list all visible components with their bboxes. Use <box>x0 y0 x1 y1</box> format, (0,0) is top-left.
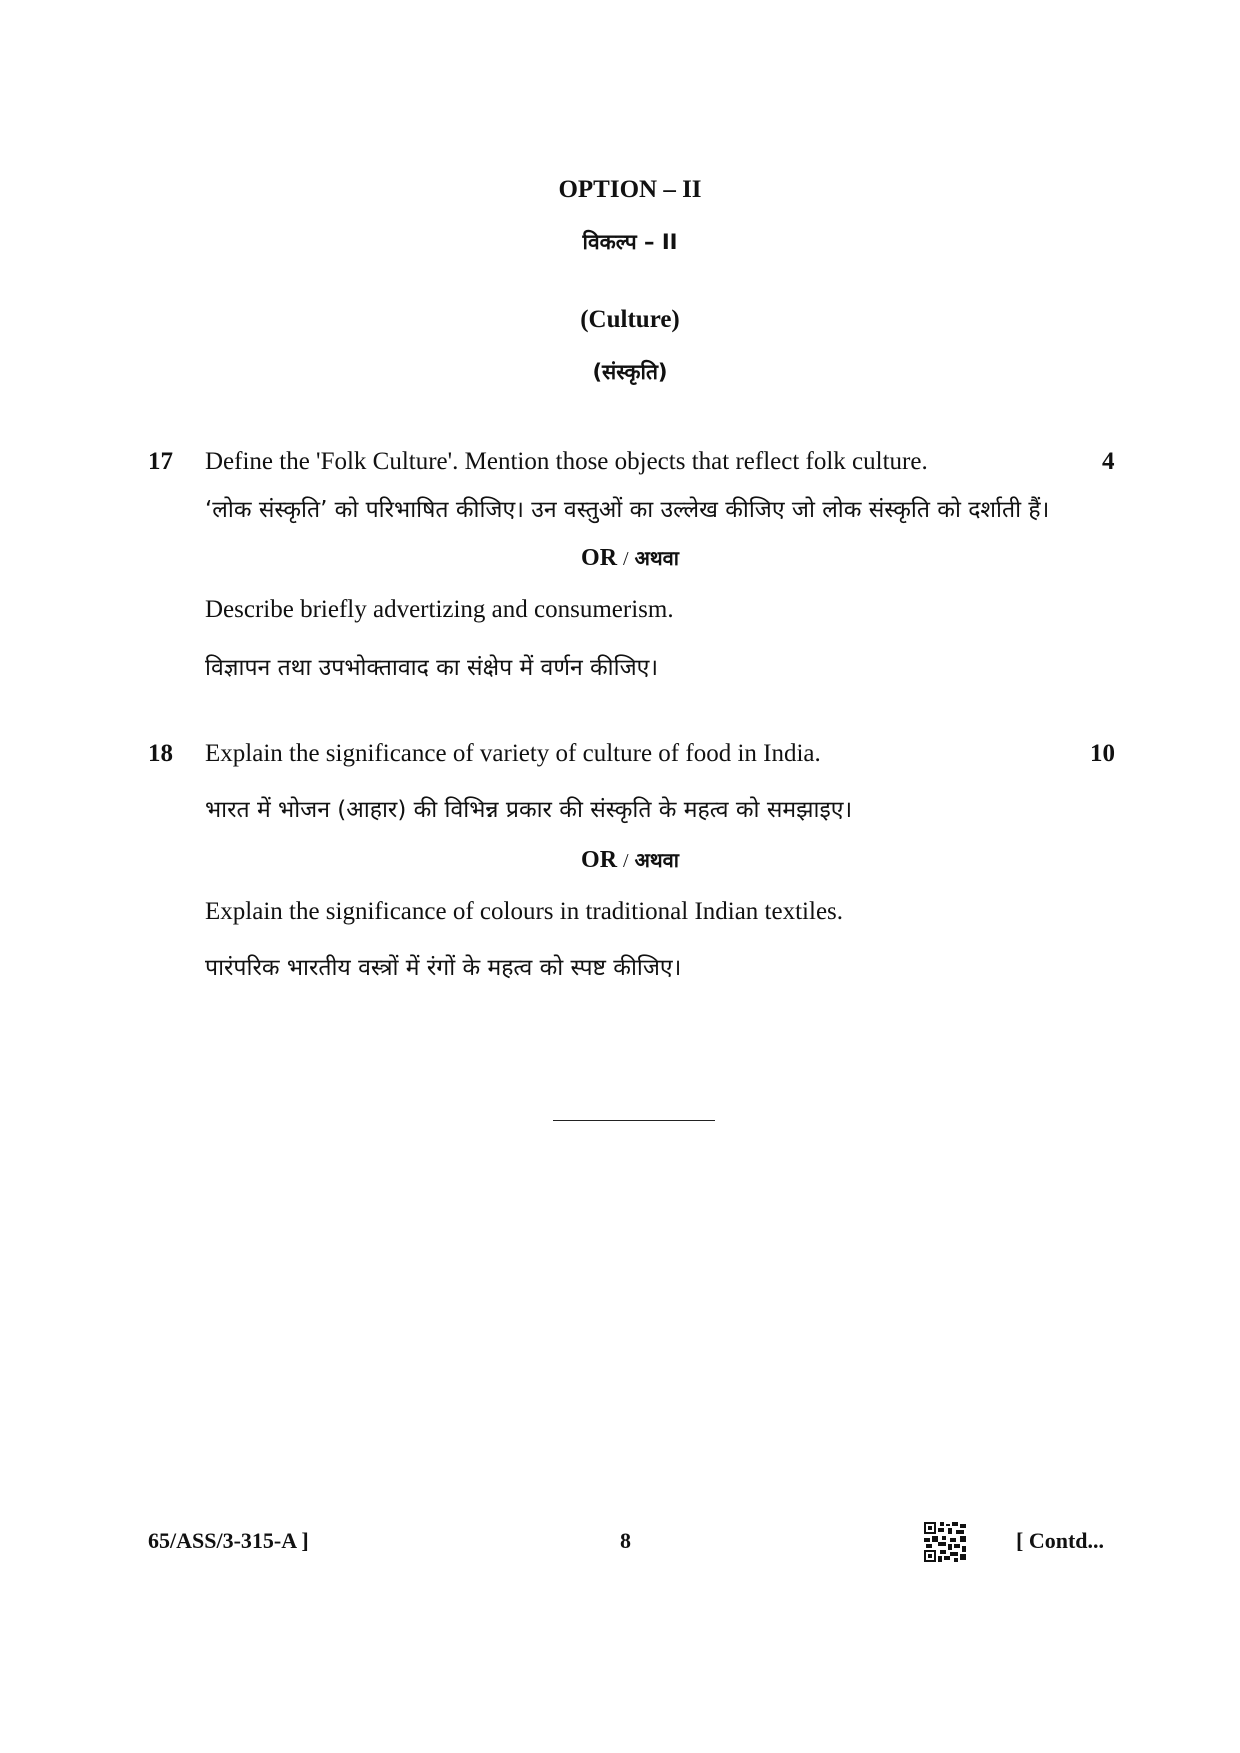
section-heading: (Culture) <box>580 306 680 333</box>
question-marks: 10 <box>1090 740 1115 767</box>
question-number: 17 <box>148 448 173 475</box>
question-text: Define the 'Folk Culture'. Mention those objects that reflect folk culture. <box>205 448 928 475</box>
qr-code-icon <box>924 1522 968 1562</box>
alternative-question-text-hindi: पारंपरिक भारतीय वस्त्रों में रंगों के महत्व को स्पष्ट कीजिए। <box>205 955 682 981</box>
paper-code: 65/ASS/3-315-A ] <box>148 1528 309 1553</box>
option-heading: OPTION – II <box>558 176 702 203</box>
question-text-hindi: ‘लोक संस्कृति’ को परिभाषित कीजिए। उन वस्तुओं का उल्लेख कीजिए जो लोक संस्कृति को दर्शाती हैं। <box>205 497 1050 523</box>
question-number: 18 <box>148 740 173 767</box>
question-text: Explain the significance of variety of culture of food in India. <box>205 740 821 767</box>
alternative-question-text: Describe briefly advertizing and consumerism. <box>205 596 674 623</box>
question-marks: 4 <box>1102 448 1115 475</box>
or-separator: / <box>623 548 629 570</box>
or-divider <box>0 846 1240 874</box>
question-text-hindi: भारत में भोजन (आहार) की विभिन्न प्रकार की संस्कृति के महत्व को समझाइए। <box>205 797 853 823</box>
or-label: OR <box>581 545 618 571</box>
alternative-question-text-hindi: विज्ञापन तथा उपभोक्तावाद का संक्षेप में वर्णन कीजिए। <box>205 655 659 681</box>
or-divider <box>0 544 1240 572</box>
end-of-section-rule <box>553 1120 715 1121</box>
or-separator: / <box>623 850 629 872</box>
continued-label: [ Contd... <box>1016 1528 1105 1553</box>
section-heading-hindi: (संस्कृति) <box>592 360 668 384</box>
or-label-hindi: अथवा <box>634 546 679 570</box>
or-label: OR <box>581 847 618 873</box>
page-number: 8 <box>620 1528 631 1553</box>
alternative-question-text: Explain the significance of colours in traditional Indian textiles. <box>205 898 844 925</box>
option-heading-hindi: विकल्प – II <box>582 230 678 254</box>
or-label-hindi: अथवा <box>634 848 679 872</box>
